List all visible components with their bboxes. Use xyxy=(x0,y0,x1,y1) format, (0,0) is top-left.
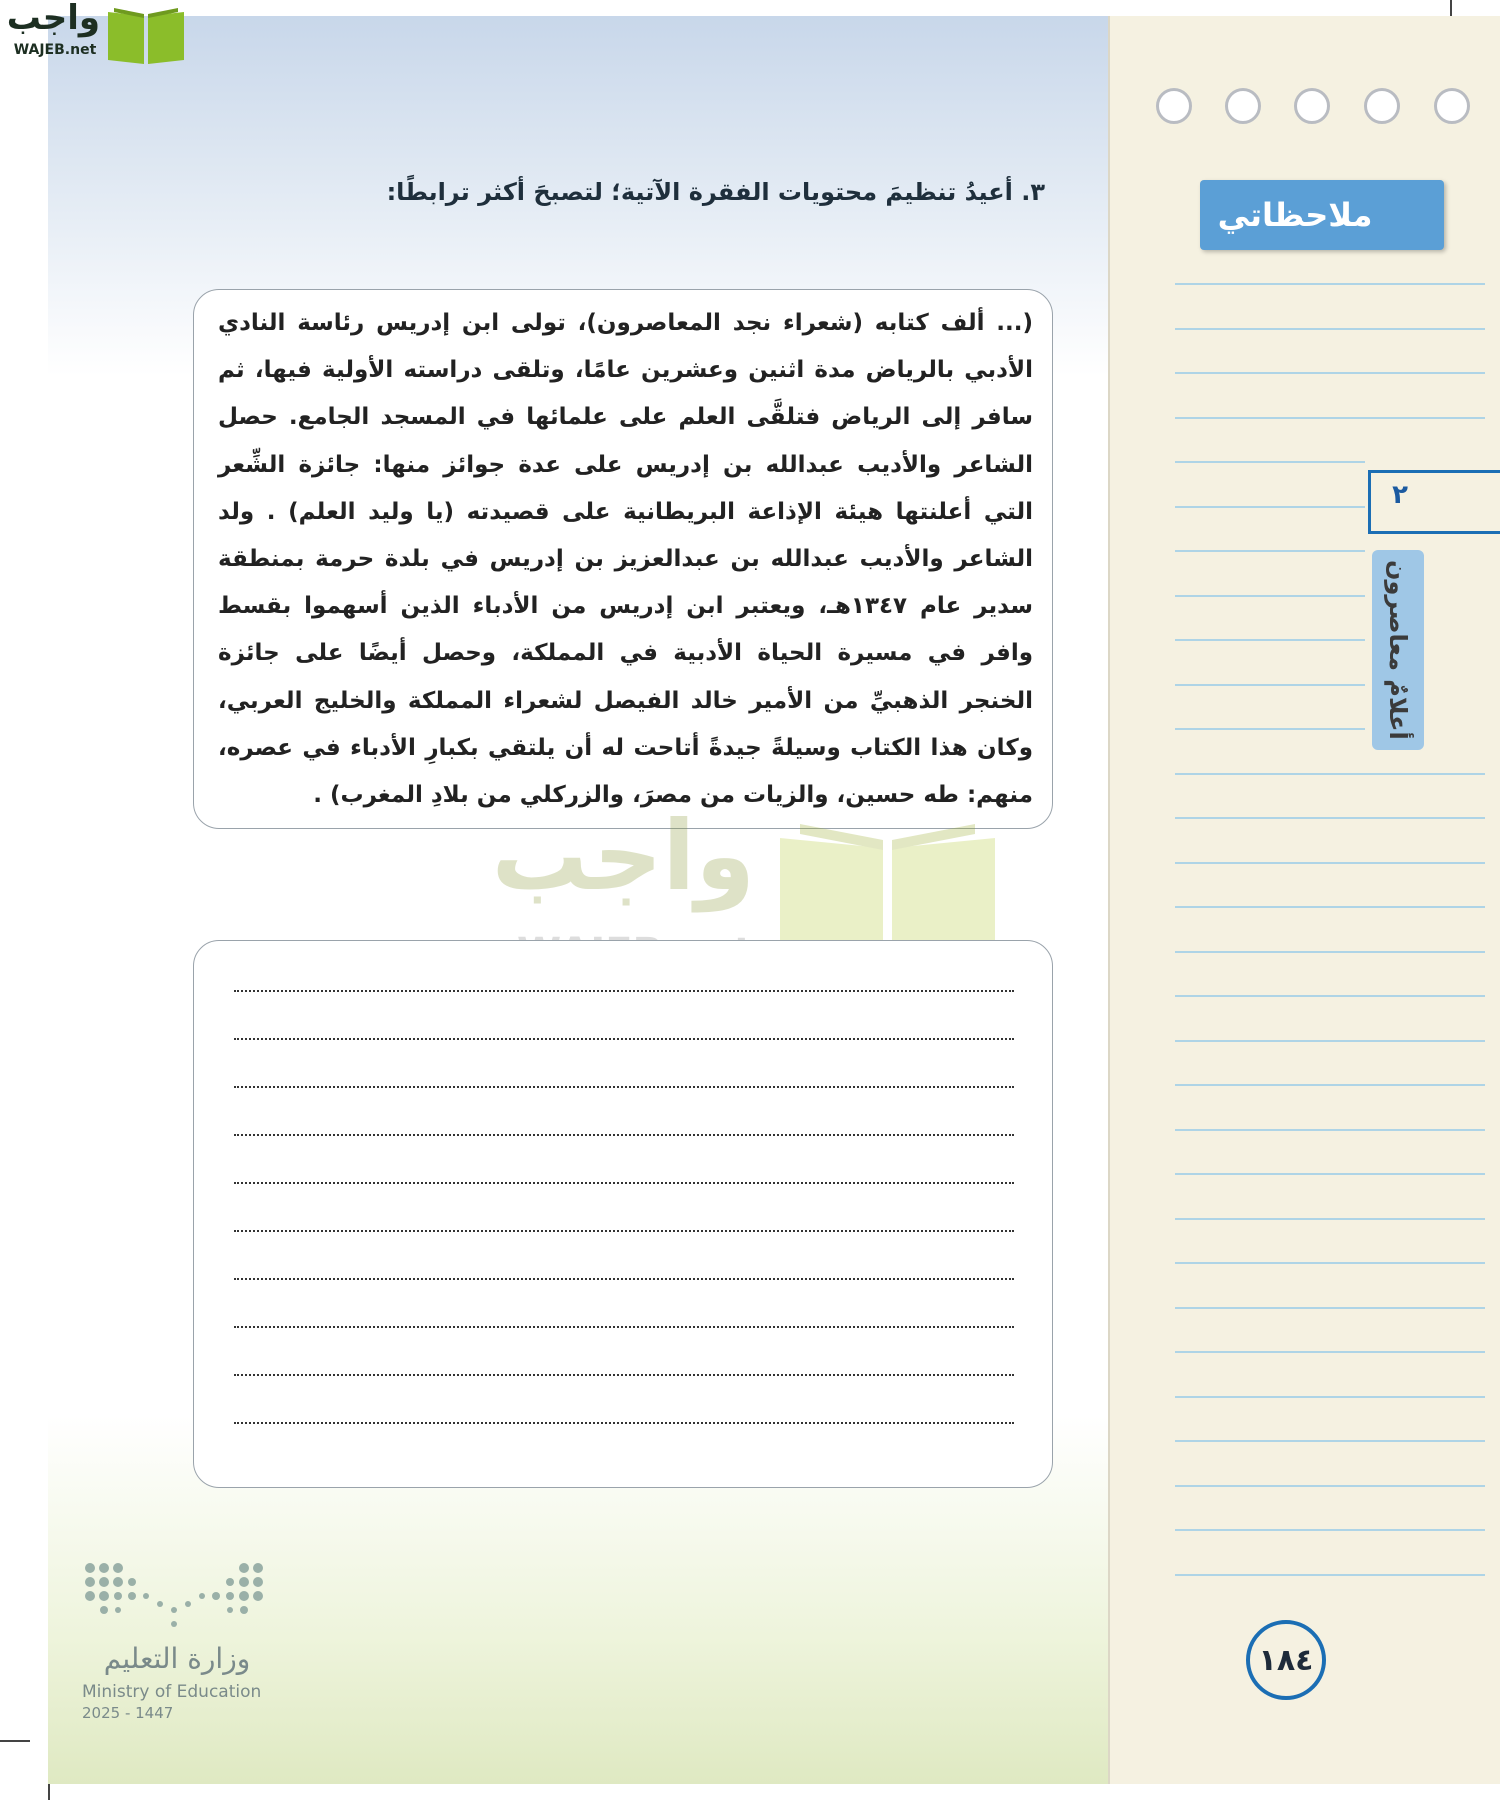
notes-ruled-line xyxy=(1175,595,1365,597)
answer-line[interactable] xyxy=(234,1038,1014,1040)
notes-ruled-line xyxy=(1175,906,1485,908)
notes-ruled-line xyxy=(1175,639,1365,641)
answer-box[interactable] xyxy=(193,940,1053,1488)
notes-ruled-line xyxy=(1175,1218,1485,1220)
answer-line[interactable] xyxy=(234,1230,1014,1232)
notes-ruled-line xyxy=(1175,1396,1485,1398)
ministry-english-text: Ministry of Education xyxy=(82,1682,262,1702)
binder-ring xyxy=(1225,88,1261,124)
notes-ruled-line xyxy=(1175,1574,1485,1576)
notes-ruled-line xyxy=(1175,1351,1485,1353)
site-logo xyxy=(0,0,190,66)
question-heading: ٣. أعيدُ تنظيمَ محتويات الفقرة الآتية؛ لتصبحَ أكثر ترابطًا: xyxy=(386,178,1045,206)
ministry-logo xyxy=(82,1560,282,1730)
binder-ring xyxy=(1434,88,1470,124)
answer-line[interactable] xyxy=(234,1086,1014,1088)
notes-ruled-line xyxy=(1175,1173,1485,1175)
answer-line[interactable] xyxy=(234,1326,1014,1328)
ministry-arabic-text: وزارة التعليم xyxy=(103,1642,251,1675)
unit-number: ٢ xyxy=(1392,480,1408,510)
logo-latin-text: WAJEB.net xyxy=(13,42,97,58)
answer-line[interactable] xyxy=(234,1182,1014,1184)
unit-title: أعلامٌ معاصرون xyxy=(1372,550,1424,750)
notes-ruled-line xyxy=(1175,417,1485,419)
dot-pattern-logo-icon xyxy=(82,1560,272,1630)
crop-mark xyxy=(0,1740,30,1742)
answer-line[interactable] xyxy=(234,1134,1014,1136)
answer-line[interactable] xyxy=(234,990,1014,992)
notes-ruled-line xyxy=(1175,1262,1485,1264)
open-book-icon xyxy=(104,4,188,66)
notes-ruled-line xyxy=(1175,283,1485,285)
logo-arabic-text: واجب xyxy=(6,0,100,38)
notes-ruled-line xyxy=(1175,817,1485,819)
notes-ruled-line xyxy=(1175,506,1365,508)
notes-ruled-line xyxy=(1175,1129,1485,1131)
notes-ruled-line xyxy=(1175,1440,1485,1442)
notes-ruled-line xyxy=(1175,684,1365,686)
notes-ruled-line xyxy=(1175,728,1365,730)
notes-ruled-line xyxy=(1175,951,1485,953)
notes-ruled-line xyxy=(1175,1040,1485,1042)
watermark-arabic-text: واجب xyxy=(491,800,755,912)
notes-ruled-line xyxy=(1175,1307,1485,1309)
binder-ring xyxy=(1156,88,1192,124)
binder-ring xyxy=(1364,88,1400,124)
notes-ruled-line xyxy=(1175,328,1485,330)
passage-text: (... ألف كتابه (شعراء نجد المعاصرون)، تولى ابن إدريس رئاسة النادي الأدبي بالرياض مدة اثنين وعشرين عامًا، وتلقى دراسته الأولية فيها، ثم سافر إلى الرياض فتلقَّى العلم على علمائها في المسجد الجامع. حصل الشاعر والأديب عبدالله بن إدريس على عدة جوائز منها: جائزة الشِّعر التي أعلنتها هيئة الإذاعة البريطانية على قصيدته (يا وليد العلم) . ولد الشاعر والأديب عبدالله بن عبدالعزيز بن إدريس في بلدة حرمة بمنطقة سدير عام ١٣٤٧هـ، ويعتبر ابن إدريس من الأدباء الذين أسهموا بقسط وافر في مسيرة الحياة الأدبية في المملكة، وحصل أيضًا على جائزة الخنجر الذهبيِّ من الأمير خالد الفيصل لشعراء المملكة والخليج العربي، وكان هذا الكتاب وسيلةً جيدةً أتاحت له أن يلتقي بكبارِ الأدباء في عصره، منهم: طه حسين، والزيات من مصرَ، والزركلي من بلادِ المغرب) . xyxy=(218,310,1033,809)
ministry-year-text: 2025 - 1447 xyxy=(82,1704,174,1722)
page-number: ١٨٤ xyxy=(1246,1620,1326,1700)
notes-ruled-line xyxy=(1175,1485,1485,1487)
notes-ruled-line xyxy=(1175,372,1485,374)
notes-ruled-line xyxy=(1175,862,1485,864)
notes-ruled-line xyxy=(1175,1084,1485,1086)
notes-panel xyxy=(1108,16,1500,1784)
notes-ruled-line xyxy=(1175,773,1485,775)
notes-title: ملاحظاتي xyxy=(1217,196,1373,234)
binder-ring xyxy=(1294,88,1330,124)
answer-line[interactable] xyxy=(234,1278,1014,1280)
notes-ruled-line xyxy=(1175,461,1365,463)
notes-ruled-line xyxy=(1175,995,1485,997)
answer-line[interactable] xyxy=(234,1374,1014,1376)
answer-line[interactable] xyxy=(234,1422,1014,1424)
notes-ruled-line xyxy=(1175,550,1365,552)
notes-ruled-line xyxy=(1175,1529,1485,1531)
